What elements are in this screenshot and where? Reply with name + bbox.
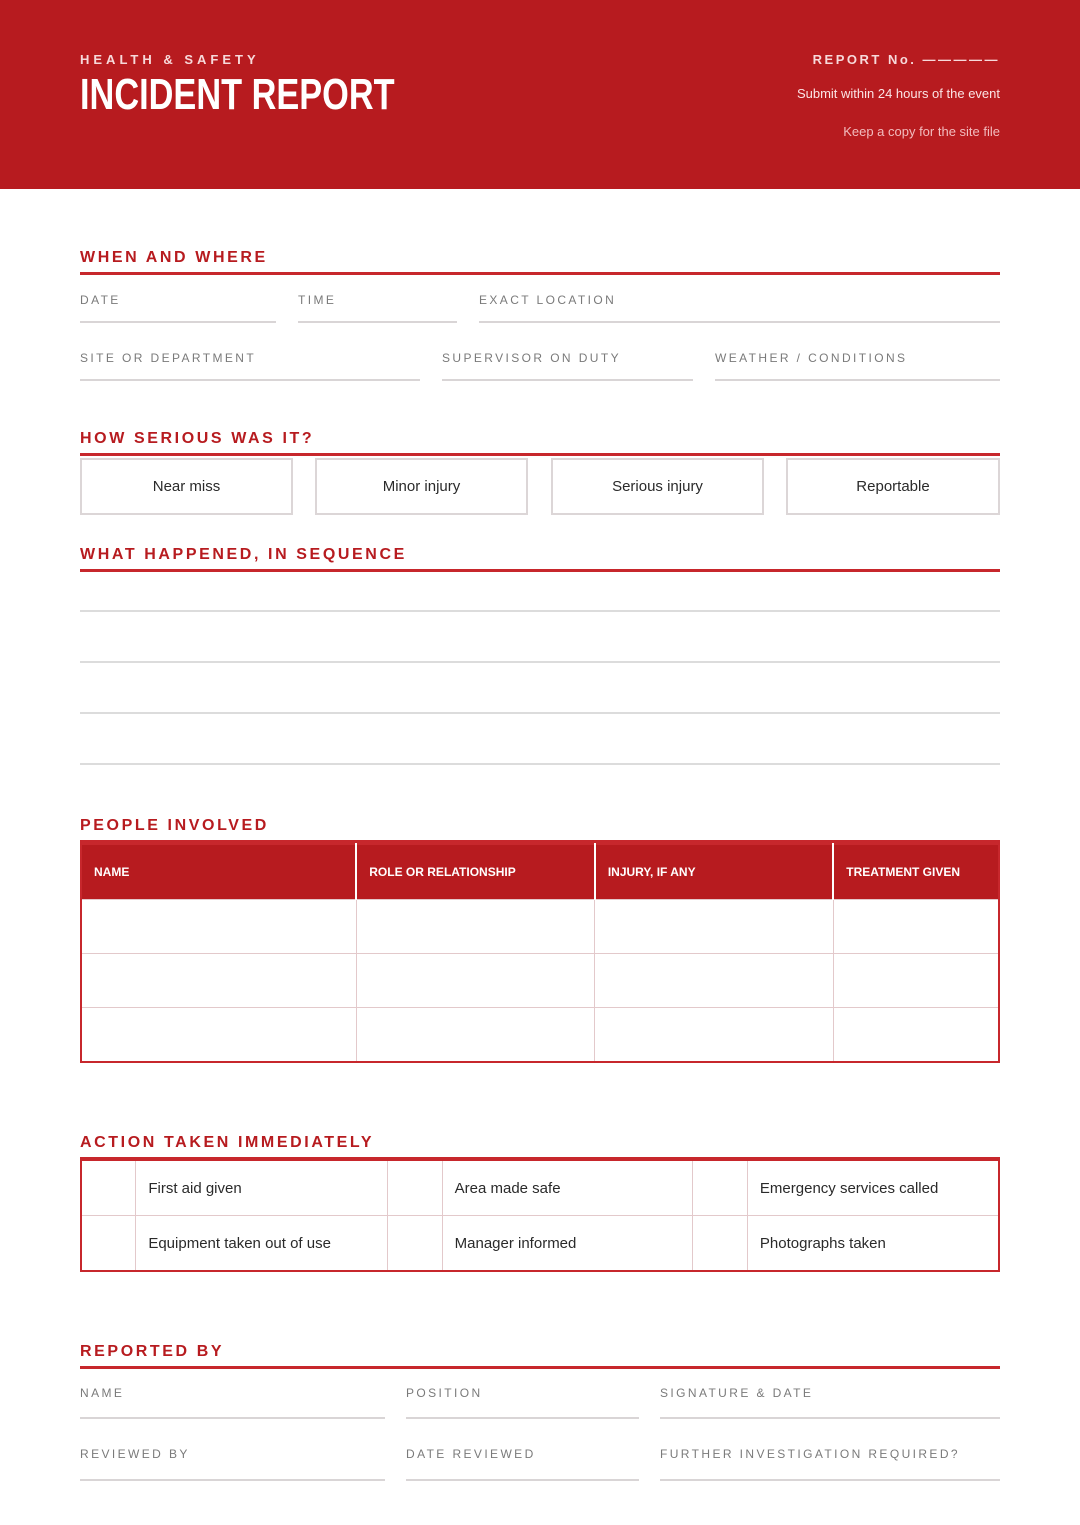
checklist-item-label: Emergency services called (747, 1160, 999, 1216)
severity-option-minor-injury[interactable]: Minor injury (315, 458, 528, 515)
narrative-line[interactable] (80, 661, 1000, 663)
checkbox[interactable] (693, 1216, 748, 1272)
date-label: DATE (80, 293, 121, 307)
checklist-row (81, 1160, 999, 1216)
document-title: INCIDENT REPORT (80, 70, 395, 119)
table-cell[interactable] (356, 899, 595, 953)
severity-option-serious-injury[interactable]: Serious injury (551, 458, 764, 515)
date-reviewed-label: DATE REVIEWED (406, 1447, 536, 1461)
checkbox[interactable] (387, 1216, 442, 1272)
section-title-actions: ACTION TAKEN IMMEDIATELY (80, 1134, 375, 1151)
table-cell[interactable] (595, 899, 833, 953)
section-rule (80, 272, 1000, 275)
section-title-sequence: WHAT HAPPENED, IN SEQUENCE (80, 546, 407, 563)
table-cell[interactable] (595, 1008, 833, 1062)
checklist-item-label: Photographs taken (747, 1216, 999, 1272)
reporter-name-field[interactable] (80, 1417, 385, 1419)
table-cell[interactable] (81, 899, 356, 953)
section-title-people: PEOPLE INVOLVED (80, 817, 269, 834)
header-eyebrow: HEALTH & SAFETY (80, 52, 260, 67)
checklist-item-label: First aid given (136, 1160, 387, 1216)
severity-option-reportable[interactable]: Reportable (786, 458, 1000, 515)
checkbox[interactable] (81, 1160, 136, 1216)
column-header-name: NAME (81, 844, 356, 899)
people-table (80, 843, 1000, 1063)
time-field[interactable] (298, 321, 457, 323)
checklist-item-label: Equipment taken out of use (136, 1216, 387, 1272)
copy-note: Keep a copy for the site file (843, 124, 1000, 139)
weather-label: WEATHER / CONDITIONS (715, 351, 908, 365)
date-reviewed-field[interactable] (406, 1479, 639, 1481)
time-label: TIME (298, 293, 337, 307)
date-field[interactable] (80, 321, 276, 323)
checklist-item-label: Area made safe (442, 1160, 692, 1216)
weather-field[interactable] (715, 379, 1000, 381)
reviewed-by-field[interactable] (80, 1479, 385, 1481)
position-field[interactable] (406, 1417, 639, 1419)
table-row (81, 953, 999, 1007)
checklist-item-label: Manager informed (442, 1216, 692, 1272)
location-label: EXACT LOCATION (479, 293, 617, 307)
site-field[interactable] (80, 379, 420, 381)
column-header-treatment: TREATMENT GIVEN (833, 844, 999, 899)
table-row (81, 899, 999, 953)
table-cell[interactable] (595, 953, 833, 1007)
further-investigation-label: FURTHER INVESTIGATION REQUIRED? (660, 1447, 960, 1461)
table-cell[interactable] (833, 1008, 999, 1062)
table-cell[interactable] (833, 953, 999, 1007)
action-checklist (80, 1159, 1000, 1272)
report-number: REPORT No. ————— (812, 52, 1000, 67)
column-header-role: ROLE OR RELATIONSHIP (356, 844, 595, 899)
section-rule (80, 569, 1000, 572)
table-header-row (81, 844, 999, 899)
narrative-line[interactable] (80, 763, 1000, 765)
reporter-name-label: NAME (80, 1386, 125, 1400)
table-cell[interactable] (833, 899, 999, 953)
table-cell[interactable] (356, 1008, 595, 1062)
checkbox[interactable] (81, 1216, 136, 1272)
signature-field[interactable] (660, 1417, 1000, 1419)
section-rule (80, 1366, 1000, 1369)
site-label: SITE OR DEPARTMENT (80, 351, 257, 365)
section-title-severity: HOW SERIOUS WAS IT? (80, 430, 315, 447)
reviewed-by-label: REVIEWED BY (80, 1447, 190, 1461)
submit-note: Submit within 24 hours of the event (796, 86, 1000, 101)
table-cell[interactable] (356, 953, 595, 1007)
narrative-line[interactable] (80, 610, 1000, 612)
report-header (0, 0, 1080, 189)
table-cell[interactable] (81, 1008, 356, 1062)
severity-option-near-miss[interactable]: Near miss (80, 458, 293, 515)
checklist-row (81, 1216, 999, 1272)
further-investigation-field[interactable] (660, 1479, 1000, 1481)
signature-label: SIGNATURE & DATE (660, 1386, 814, 1400)
supervisor-field[interactable] (442, 379, 693, 381)
checkbox[interactable] (693, 1160, 748, 1216)
table-cell[interactable] (81, 953, 356, 1007)
section-title-reported-by: REPORTED BY (80, 1343, 225, 1360)
position-label: POSITION (406, 1386, 483, 1400)
column-header-injury: INJURY, IF ANY (595, 844, 833, 899)
section-title-when-where: WHEN AND WHERE (80, 249, 268, 266)
location-field[interactable] (479, 321, 1000, 323)
section-rule (80, 453, 1000, 456)
supervisor-label: SUPERVISOR ON DUTY (442, 351, 622, 365)
narrative-line[interactable] (80, 712, 1000, 714)
table-row (81, 1008, 999, 1062)
checkbox[interactable] (387, 1160, 442, 1216)
